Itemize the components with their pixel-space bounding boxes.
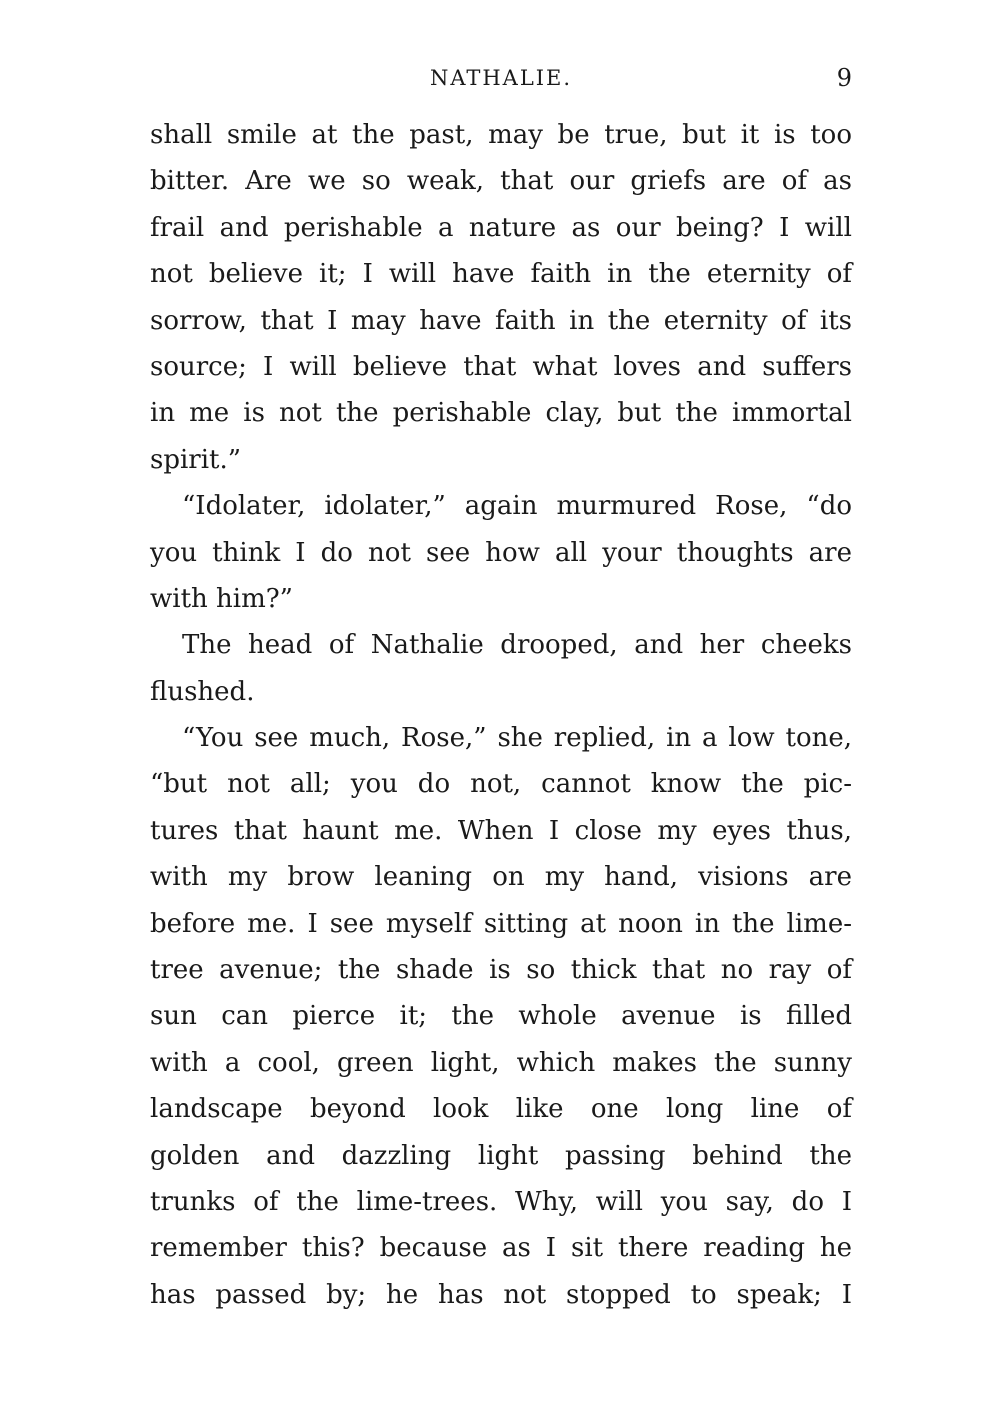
text-line: spirit.” [150,444,242,475]
text-line: with a cool, green light, which makes the sunny [150,1047,852,1078]
text-line: flushed. [150,676,255,707]
text-line: trunks of the lime-trees. Why, will you say, do I [150,1186,852,1217]
running-title: NATHALIE. [429,66,573,90]
text-line: before me. I see myself sitting at noon in the lime- [150,908,852,939]
page-number: 9 [836,64,852,92]
text-line: sun can pierce it; the whole avenue is filled [150,1001,852,1032]
text-line: “You see much, Rose,” she replied, in a low tone, [182,723,852,754]
running-head [150,58,852,98]
text-line: with him?” [150,583,293,614]
text-line: tures that haunt me. When I close my eyes thus, [150,815,852,846]
text-line: not believe it; I will have faith in the eternity of [150,259,852,290]
text-line: shall smile at the past, may be true, but it is too [150,120,852,150]
text-line: has passed by; he has not stopped to speak; I [150,1279,852,1310]
text-line: landscape beyond look like one long line of [150,1094,852,1125]
text-line: sorrow, that I may have faith in the eternity of its [150,305,852,336]
text-line: “but not all; you do not, cannot know the pic- [150,769,852,800]
text-line: tree avenue; the shade is so thick that no ray of [150,955,852,986]
text-line: you think I do not see how all your thoughts are [150,537,852,568]
text-line: bitter. Are we so weak, that our griefs are of as [150,166,852,197]
text-line: remember this? because as I sit there reading he [150,1233,852,1264]
text-line: golden and dazzling light passing behind the [150,1140,852,1171]
text-line: frail and perishable a nature as our being? I will [150,212,852,243]
text-line: “Idolater, idolater,” again murmured Rose, “do [182,491,852,522]
text-line: The head of Nathalie drooped, and her cheeks [182,630,852,661]
body-text [150,112,852,1318]
text-line: source; I will believe that what loves and suffers [150,351,852,382]
text-line: with my brow leaning on my hand, visions are [150,862,852,893]
text-line: in me is not the perishable clay, but the immortal [150,398,852,429]
